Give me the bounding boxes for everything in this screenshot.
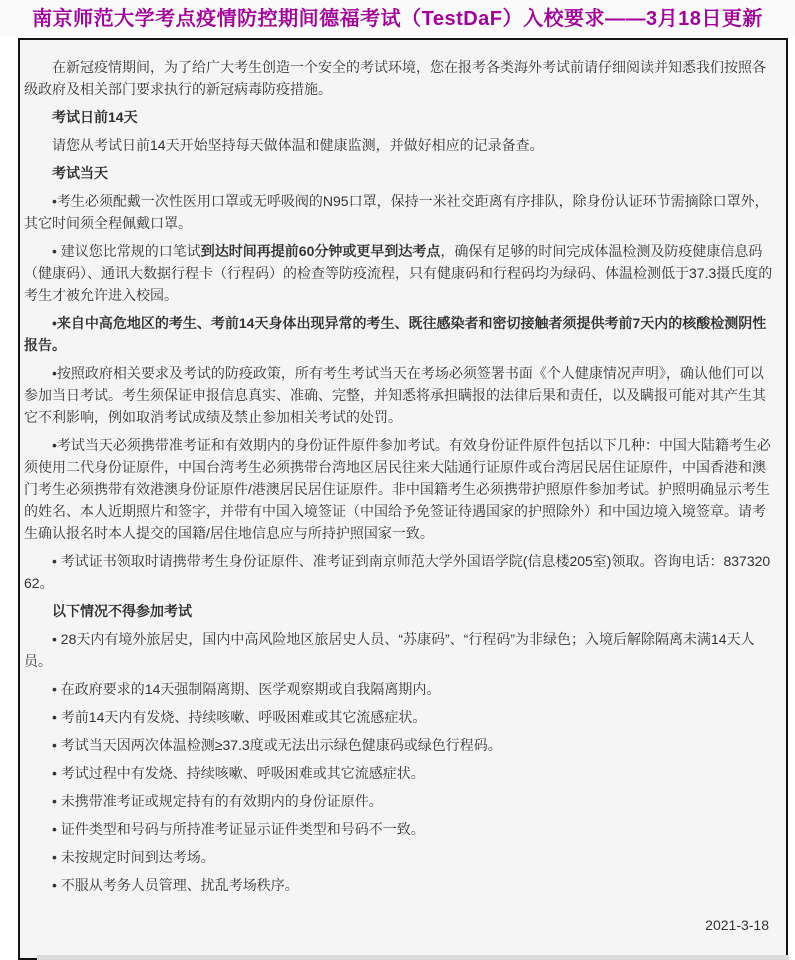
paragraph: •来自中高危地区的考生、考前14天身体出现异常的考生、既往感染者和密切接触者须提供考前7天内的核酸检测阴性报告。 [24,315,767,353]
page-title-bar [0,0,795,36]
paragraph: • 考试过程中有发烧、持续咳嗽、呼吸困难或其它流感症状。 [52,765,425,781]
paragraph: • 在政府要求的14天强制隔离期、医学观察期或自我隔离期内。 [52,681,441,697]
paragraph: •考试当天必须携带准考证和有效期内的身份证件原件参加考试。有效身份证件原件包括以下几种：中国大陆籍考生必须使用二代身份证原件，中国台湾考生必须携带台湾地区居民往来大陆通行证原件或台湾居民居住证原件，中国香港和澳门考生必须携带有效港澳身份证原件/港澳居民居住证原件。非中国籍考生必须携带护照原件参加考试。护照明确显示考生的姓名、本人近期照片和签字，并带有中国入境签证（中国给予免签证待遇国家的护照除外）和中国边境入境签章。请考生确认报名时本人提交的国籍/居住地信息应与所持护照国家一致。 [24,437,771,541]
section-heading: 考试当天 [52,165,108,181]
paragraph: • 考前14天内有发烧、持续咳嗽、呼吸困难或其它流感症状。 [52,709,427,725]
paragraph: • 未携带准考证或规定持有的有效期内的身份证原件。 [52,793,383,809]
paragraph: • 考试证书领取时请携带考生身份证原件、准考证到南京师范大学外国语学院(信息楼205室)领取。咨询电话：83732062。 [24,553,771,591]
date-stamp: 2021-3-18 [705,917,769,933]
paragraph: • 未按规定时间到达考场。 [52,849,215,865]
paragraph: •按照政府相关要求及考试的防疫政策，所有考生考试当天在考场必须签署书面《个人健康情况声明》，确认他们可以参加当日考试。考生须保证申报信息真实、准确、完整，并知悉将承担瞒报的法律后果和责任，以及瞒报可能对其产生其它不利影响，例如取消考试成绩及禁止参加相关考试的处罚。 [24,365,766,425]
notice-box [18,38,788,960]
paragraph: • 28天内有境外旅居史，国内中高风险地区旅居史人员、“苏康码”、“行程码”为非绿色；入境后解除隔离未满14天人员。 [24,631,755,669]
page-title: 南京师范大学考点疫情防控期间德福考试（TestDaF）入校要求——3月18日更新 [32,8,763,30]
paragraph: • 不服从考务人员管理、扰乱考场秩序。 [52,877,299,893]
paragraph: •考生必须配戴一次性医用口罩或无呼吸阀的N95口罩，保持一米社交距离有序排队，除身份认证环节需摘除口罩外，其它时间须全程佩戴口罩。 [24,193,769,231]
horizontal-scrollbar[interactable] [37,955,789,960]
paragraph: • 考试当天因两次体温检测≥37.3度或无法出示绿色健康码或绿色行程码。 [52,737,502,753]
paragraph: 在新冠疫情期间，为了给广大考生创造一个安全的考试环境，您在报考各类海外考试前请仔细阅读并知悉我们按照各级政府及相关部门要求执行的新冠病毒防疫措施。 [24,59,766,97]
paragraph: • 建议您比常规的口笔试到达时间再提前60分钟或更早到达考点，确保有足够的时间完成体温检测及防疫健康信息码（健康码）、通讯大数据行程卡（行程码）的检查等防疫流程，只有健康码和行程码均为绿码、体温检测低于37.3摄氏度的考生才被允许进入校园。 [24,243,773,303]
paragraph: • 证件类型和号码与所持准考证显示证件类型和号码不一致。 [52,821,425,837]
section-heading: 以下情况不得参加考试 [52,603,192,619]
notice-body [24,56,777,936]
paragraph: 请您从考试日前14天开始坚持每天做体温和健康监测，并做好相应的记录备查。 [52,137,544,153]
section-heading: 考试日前14天 [52,109,138,125]
